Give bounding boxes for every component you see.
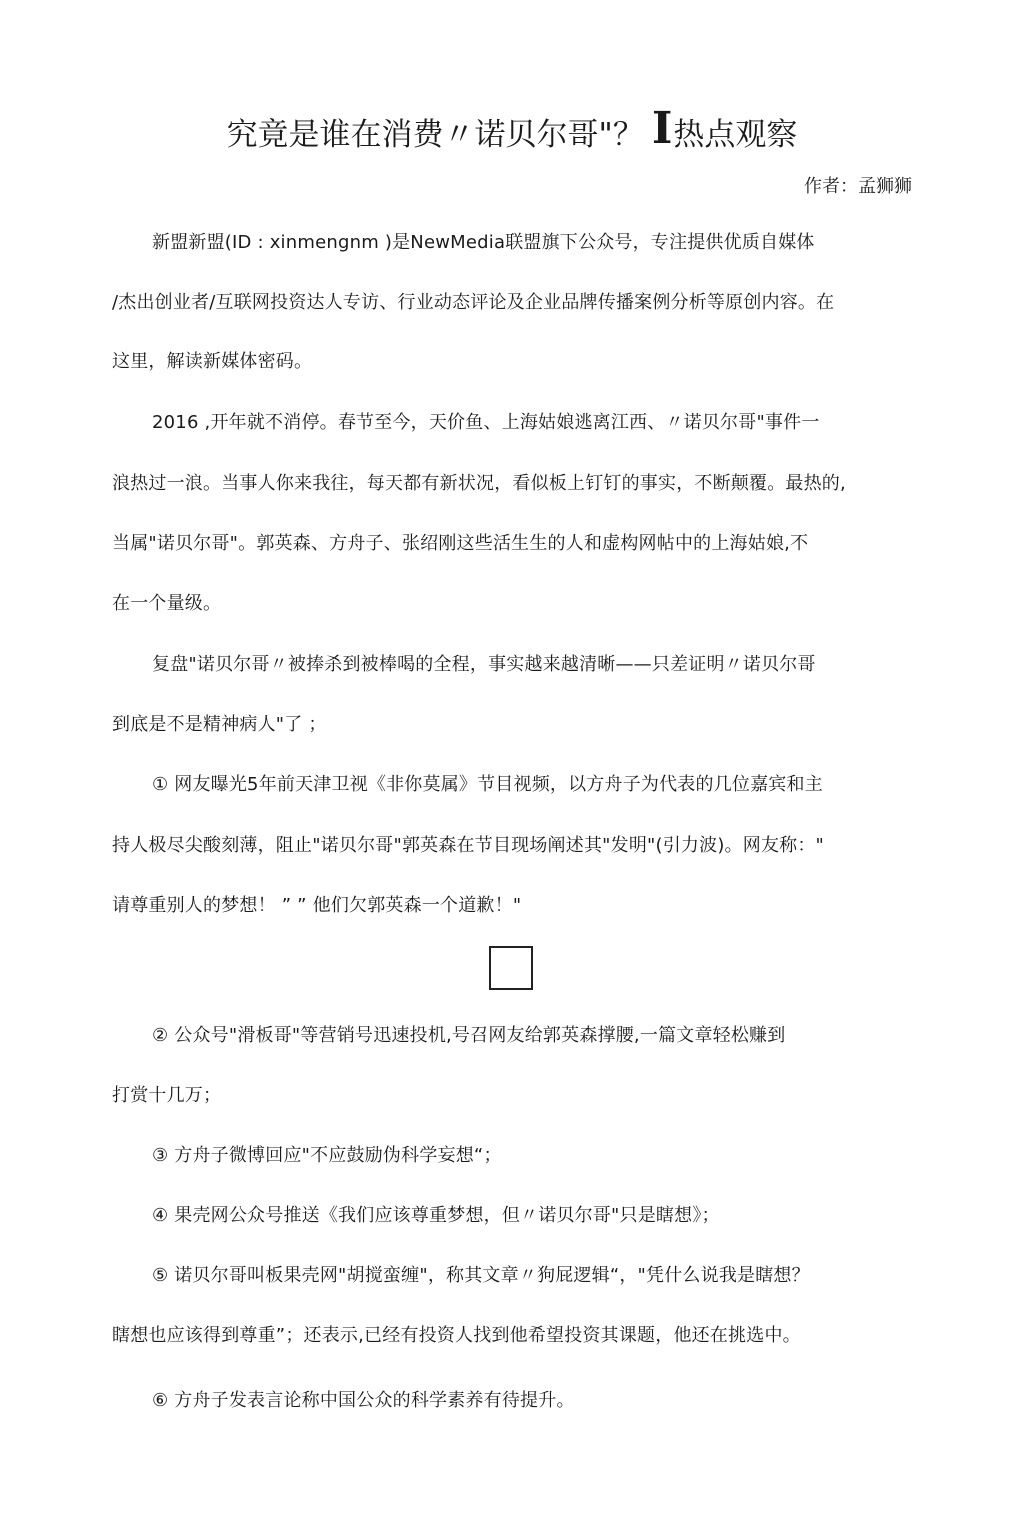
paragraph-line: 打赏十几万； bbox=[112, 1085, 222, 1106]
list-item-5: ⑤ 诺贝尔哥叫板果壳网"胡搅蛮缠"，称其文章〃狗屁逻辑“，"凭什么说我是瞎想？ bbox=[152, 1265, 810, 1286]
paragraph-line: 到底是不是精神病人"了 ； bbox=[112, 714, 327, 735]
paragraph-line: 请尊重别人的梦想！ ” ” 他们欠郭英森一个道歉！" bbox=[112, 895, 522, 916]
list-item-6: ⑥ 方舟子发表言论称中国公众的科学素养有待提升。 bbox=[152, 1390, 575, 1411]
list-item-1: ① 网友曝光5年前天津卫视《非你莫属》节目视频，以方舟子为代表的几位嘉宾和主 bbox=[152, 774, 823, 795]
paragraph-line: 瞎想也应该得到尊重”；还表示,已经有投资人找到他希望投资其课题，他还在挑选中。 bbox=[112, 1325, 801, 1346]
title-text-main: 究竟是谁在消费〃诺贝尔哥"？ bbox=[226, 117, 644, 153]
paragraph-line: /杰出创业者/互联网投资达人专访、行业动态评论及企业品牌传播案例分析等原创内容。在 bbox=[112, 292, 835, 313]
missing-image-placeholder bbox=[489, 946, 533, 990]
paragraph-line: 浪热过一浪。当事人你来我往，每天都有新状况，看似板上钉钉的事实，不断颠覆。最热的, bbox=[112, 473, 846, 494]
list-item-3: ③ 方舟子微博回应"不应鼓励伪科学妄想“； bbox=[152, 1145, 502, 1166]
list-item-4: ④ 果壳网公众号推送《我们应该尊重梦想，但〃诺贝尔哥"只是瞎想》； bbox=[152, 1205, 720, 1226]
list-item-2: ② 公众号"滑板哥"等营销号迅速投机,号召网友给郭英森撑腰,一篇文章轻松赚到 bbox=[152, 1025, 786, 1046]
paragraph-line: 持人极尽尖酸刻薄，阻止"诺贝尔哥"郭英森在节目现场阐述其"发明"(引力波)。网友称：" bbox=[112, 835, 825, 856]
title-text-tag: 热点观察 bbox=[673, 117, 798, 153]
article-title bbox=[0, 104, 1024, 160]
paragraph-line: 复盘"诺贝尔哥〃被捧杀到被棒喝的全程，事实越来越清晰——只差证明〃诺贝尔哥 bbox=[152, 654, 816, 675]
paragraph-line: 2016 ,开年就不消停。春节至今，天价鱼、上海姑娘逃离江西、〃诺贝尔哥"事件一 bbox=[152, 412, 820, 433]
author-line: 作者：孟狮狮 bbox=[804, 176, 912, 197]
paragraph-line: 这里，解读新媒体密码。 bbox=[112, 351, 313, 372]
paragraph-line: 当属"诺贝尔哥"。郭英森、方舟子、张绍刚这些活生生的人和虚构网帖中的上海姑娘,不 bbox=[112, 533, 809, 554]
title-i-mark: I bbox=[651, 103, 673, 154]
paragraph-line: 在一个量级。 bbox=[112, 593, 222, 614]
paragraph-line: 新盟新盟(ID : xinmengnm )是NewMedia联盟旗下公众号，专注提供优质自媒体 bbox=[152, 232, 815, 253]
